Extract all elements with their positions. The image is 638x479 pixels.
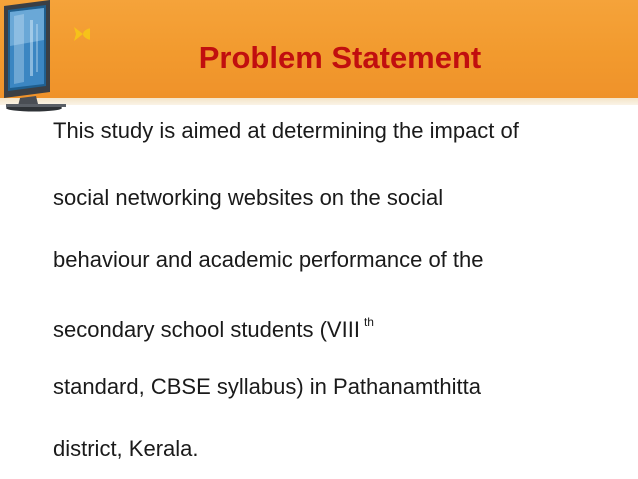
computer-monitor-with-goldfish-icon bbox=[0, 0, 90, 112]
body-line-2: social networking websites on the social bbox=[53, 185, 444, 210]
header-divider bbox=[0, 98, 638, 105]
body-line-4 bbox=[53, 309, 633, 343]
superscript-th: th bbox=[363, 315, 374, 329]
body-line-4-text: secondary school students (VIII bbox=[53, 317, 360, 342]
body-line-1: This study is aimed at determining the impact of bbox=[53, 118, 519, 143]
body-line-3: behaviour and academic performance of the bbox=[53, 247, 484, 272]
body-line-6: district, Kerala. bbox=[53, 436, 199, 461]
slide-title: Problem Statement bbox=[198, 40, 482, 75]
body-line-5: standard, CBSE syllabus) in Pathanamthitta bbox=[53, 374, 482, 399]
